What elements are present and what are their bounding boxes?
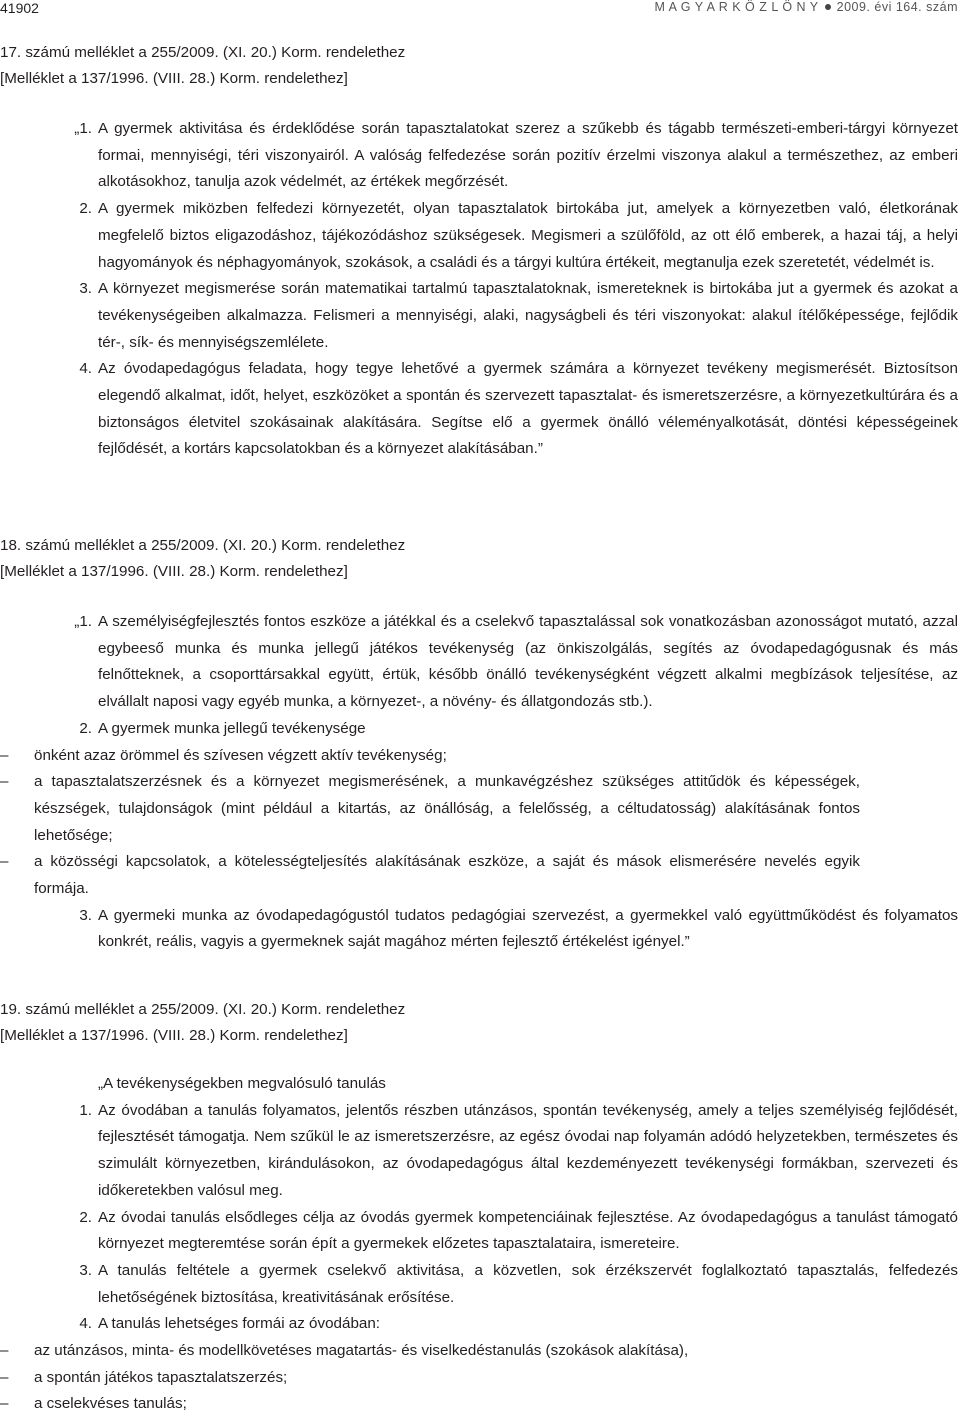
journal-issue: 2009. évi 164. szám: [836, 0, 958, 14]
dash-list: [0, 1338, 960, 1418]
item-number: 2.: [79, 719, 92, 737]
item-text: Az óvodapedagógus feladata, hogy tegye lehetővé a gyermek számára a környezet tevékeny megismerését. Biztosítson elegendő alkalmat, időt, helyet, eszközöket a spontán és szervezett tapasztalat- és ismeretszerzésre, a környezetkultúrára és a biztonságos életvitel szokásainak alakítására. Segítse elő a gyermek önálló véleményalkotását, döntési képességeinek fejlődését, a kortárs kapcsolatokban és a környezet alakításában.”: [98, 360, 958, 458]
annex-18-title: [0, 533, 960, 585]
item-number: 3.: [79, 280, 92, 298]
item-text: A gyermeki munka az óvodapedagógustól tudatos pedagógiai szervezést, a gyermekkel való együttműködést és folyamatos konkrét, reális, vagyis a gyermeknek saját magához mérten fejlesztő értékelést igényel.”: [98, 906, 958, 951]
dash-item: [0, 1365, 960, 1392]
page-header: [0, 0, 960, 22]
annex-subtitle-line: [Melléklet a 137/1996. (VIII. 28.) Korm. rendelethez]: [0, 70, 348, 87]
annex-title-line: 19. számú melléklet a 255/2009. (XI. 20.) Korm. rendelethez: [0, 1001, 406, 1018]
list-item: [0, 903, 960, 956]
item-number: „1.: [74, 120, 92, 137]
annex-18: [0, 533, 960, 956]
list-item: [0, 196, 960, 276]
annex-subtitle-line: [Melléklet a 137/1996. (VIII. 28.) Korm. rendelethez]: [0, 1027, 348, 1044]
bullet-icon: [825, 4, 831, 10]
list-item: [0, 276, 960, 356]
item-number: 1.: [79, 1101, 92, 1119]
annex-19-title: [0, 997, 960, 1049]
dash-marker: –: [0, 853, 9, 871]
item-number: 4.: [79, 360, 92, 378]
lead-heading-text: „A tevékenységekben megvalósuló tanulás: [98, 1075, 386, 1092]
item-number: 3.: [79, 906, 92, 924]
list-item: [0, 1311, 960, 1338]
annex-subtitle-line: [Melléklet a 137/1996. (VIII. 28.) Korm. rendelethez]: [0, 563, 348, 580]
list-item: [0, 1098, 960, 1205]
annex-17: [0, 40, 960, 463]
list-item: [0, 1205, 960, 1258]
dash-list: [0, 743, 960, 903]
item-text: A gyermek aktivitása és érdeklődése során tapasztalatokat szerez a szűkebb és tágabb természeti-emberi-tárgyi környezet formai, mennyiségi, téri viszonyairól. A valóság felfedezése során pozitív érzelmi viszonya alakul a természethez, az emberi alkotásokhoz, tanulja azok védelmét, az értékek megőrzését.: [98, 120, 958, 191]
lead-heading: [0, 1071, 960, 1098]
dash-text: önként azaz örömmel és szívesen végzett aktív tevékenység;: [34, 746, 447, 764]
item-text: Az óvodában a tanulás folyamatos, jelentős részben utánzásos, spontán tevékenység, amely a teljes személyiség fejlődését, fejlesztését támogatja. Nem szűkül le az ismeretszerzésre, az egész óvodai nap folyamán adódó helyzetekben, természetes és szimulált környezetben, kirándulásokon, az óvodapedagógus által kezdeményezett tevékenységi formákban, szervezeti és időkeretekben valósul meg.: [98, 1101, 958, 1199]
item-number: 2.: [79, 200, 92, 218]
dash-item: [0, 743, 960, 770]
page-number: 41902: [0, 0, 39, 16]
item-text: A gyermek miközben felfedezi környezetét, olyan tapasztalatok birtokába jut, amelyek a környezetben való, életkorának megfelelő biztos eligazodáshoz, tájékozódáshoz szükségesek. Megismeri a szülőföld, az ott élő emberek, a hazai táj, a helyi hagyományok és néphagyományok, szokások, a családi és a tárgyi kultúra értékeit, megtanulja ezek szeretetét, védelmét is.: [98, 200, 958, 271]
item-text: A tanulás lehetséges formái az óvodában:: [98, 1315, 380, 1333]
annex-17-title: [0, 40, 960, 92]
dash-text: a közösségi kapcsolatok, a kötelességteljesítés alakításának eszköze, a saját és mások elismerésére nevelés egyik formája.: [34, 853, 860, 898]
item-text: A környezet megismerése során matematikai tartalmú tapasztalatoknak, ismereteknek is birtokába jut a gyermek és azokat a tevékenységeiben alkalmazza. Felismeri a mennyiségi, alaki, nagyságbeli és téri viszonyokat: alakul ítélőképessége, fejlődik tér-, sík- és mennyiségszemlélete.: [98, 280, 958, 351]
annex-19: [0, 997, 960, 1418]
item-number: 2.: [79, 1208, 92, 1226]
dash-marker: –: [0, 1395, 9, 1413]
list-item: [0, 1258, 960, 1311]
item-text: A személyiségfejlesztés fontos eszköze a játékkal és a cselekvő tapasztalással sok vonatkozásban azonosságot mutató, azzal egybeeső munka és munka jellegű játékos tevékenység (az önkiszolgálás, segítés az óvodapedagógusnak és más felnőtteknek, a csoporttársakkal együtt, értük, később önálló tevékenységként végzett alkalmi megbízások teljesítése, az elvállalt naposi vagy egyéb munka, a környezet-, a növény- és állatgondozás stb.).: [98, 613, 958, 711]
dash-text: az utánzásos, minta- és modellkövetéses magatartás- és viselkedéstanulás (szokások alakítása),: [34, 1342, 689, 1360]
item-number: 4.: [79, 1315, 92, 1333]
dash-item: [0, 849, 960, 902]
dash-marker: –: [0, 773, 9, 791]
dash-item: [0, 1391, 960, 1418]
item-number: 3.: [79, 1261, 92, 1279]
journal-title: [654, 0, 958, 14]
item-text: A tanulás feltétele a gyermek cselekvő aktivitása, a közvetlen, sok érzékszervét foglalkoztató tapasztalás, felfedezés lehetőségének biztosítása, kreativitásának erősítése.: [98, 1261, 958, 1306]
journal-name: M A G Y A R K Ö Z L Ö N Y: [654, 0, 819, 14]
dash-text: a spontán játékos tapasztalatszerzés;: [34, 1368, 288, 1386]
item-number: „1.: [74, 613, 92, 630]
annex-title-line: 18. számú melléklet a 255/2009. (XI. 20.) Korm. rendelethez: [0, 537, 406, 554]
list-item: [0, 609, 960, 716]
dash-marker: –: [0, 1342, 9, 1360]
dash-item: [0, 769, 960, 849]
dash-marker: –: [0, 746, 9, 764]
item-text: A gyermek munka jellegű tevékenysége: [98, 719, 366, 737]
dash-item: [0, 1338, 960, 1365]
list-item: [0, 356, 960, 463]
dash-text: a tapasztalatszerzésnek és a környezet megismerésének, a munkavégzéshez szükséges attitűdök és képességek, készségek, tulajdonságok (mint például a kitartás, az önállóság, a felelősség, a céltudatosság) alakításának fontos lehetősége;: [34, 773, 860, 844]
dash-text: a cselekvéses tanulás;: [34, 1395, 187, 1413]
list-item: [0, 116, 960, 196]
item-text: Az óvodai tanulás elsődleges célja az óvodás gyermek kompetenciáinak fejlesztése. Az óvodapedagógus a tanulást támogató környezet megteremtése során épít a gyermekek előzetes tapasztalataira, ismereteire.: [98, 1208, 958, 1253]
list-item: [0, 716, 960, 743]
dash-marker: –: [0, 1368, 9, 1386]
annex-title-line: 17. számú melléklet a 255/2009. (XI. 20.) Korm. rendelethez: [0, 44, 406, 61]
